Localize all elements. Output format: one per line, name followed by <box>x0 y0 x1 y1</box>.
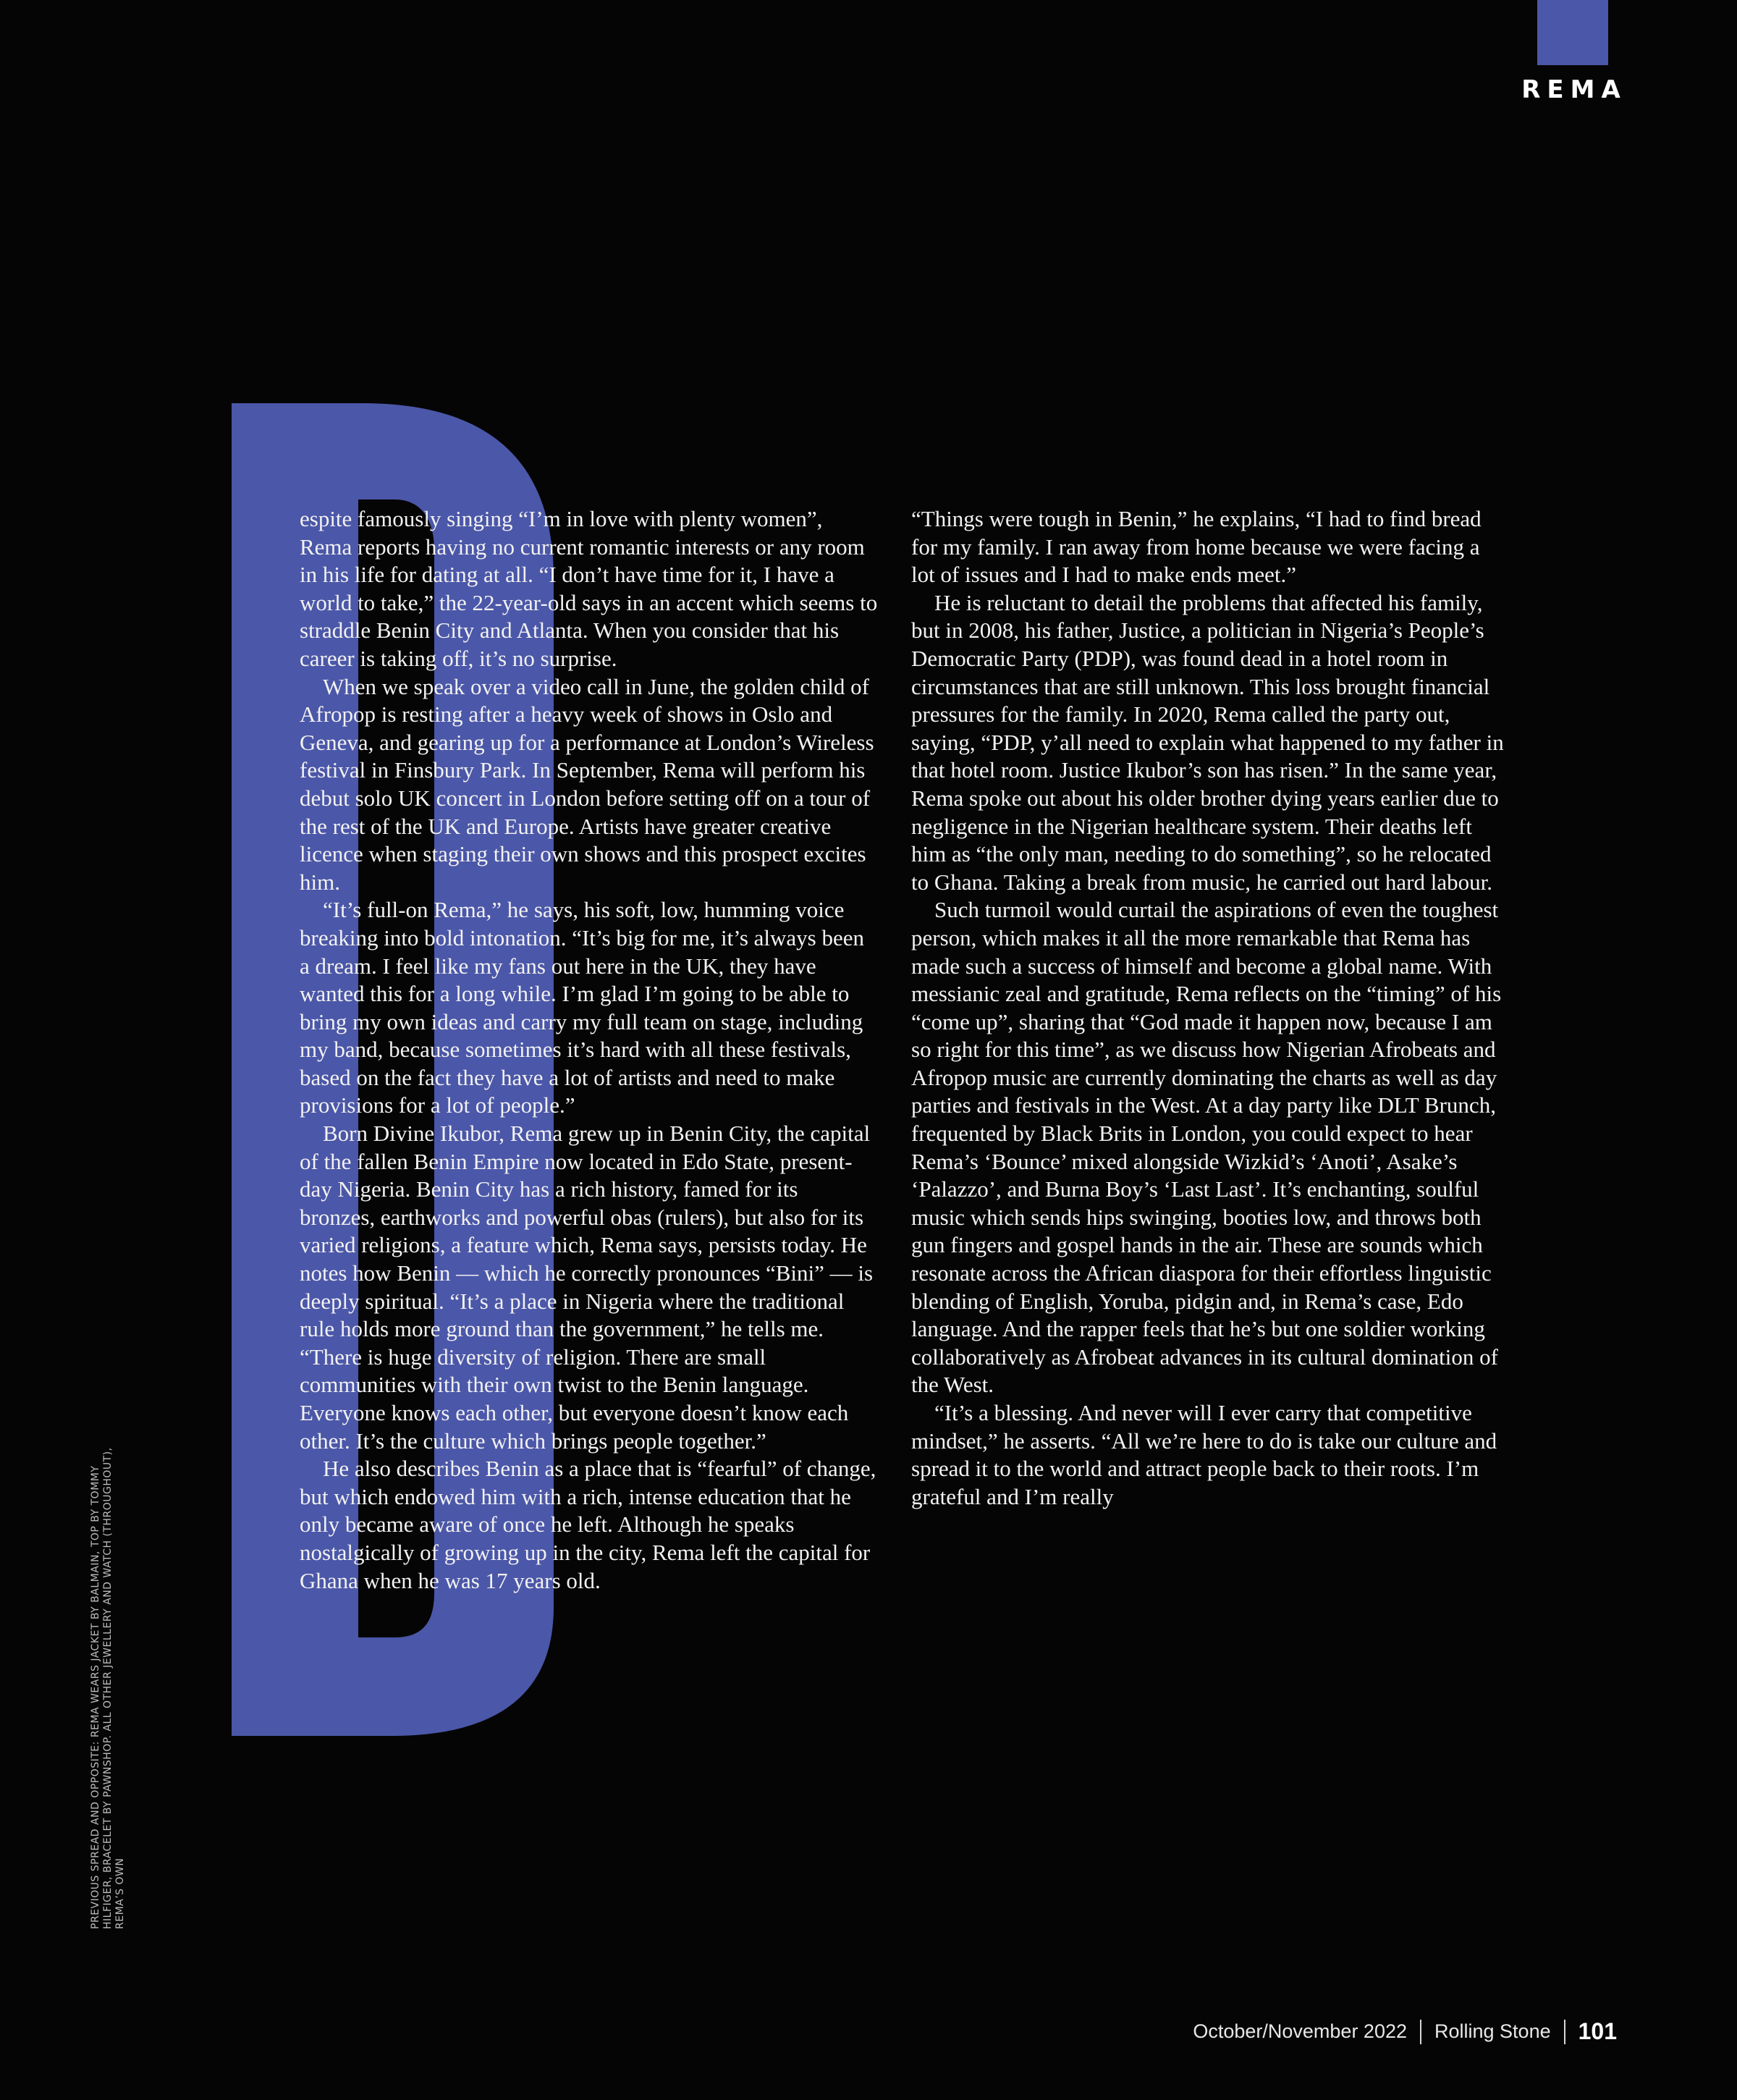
paragraph: When we speak over a video call in June, the golden child of Afropop is resting after a heavy week of shows in Oslo and Geneva, and gearing up for a performance at London’s Wireless festival in Finsbury Park. In September, Rema will perform his debut solo UK concert in London before setting off on a tour of the rest of the UK and Europe. Artists have greater creative licence when staging their own shows and this prospect excites him. <box>300 673 874 895</box>
paragraph: Born Divine Ikubor, Rema grew up in Benin City, the capital of the fallen Benin Empire now located in Edo State, present-day Nigeria. Benin City has a rich history, famed for its bronzes, earthworks and powerful obas (rulers), but also for its varied religions, a feature which, Rema says, persists today. He notes how Benin — which he correctly pronounces “Bini” — is deeply spiritual. “It’s a place in Nigeria where the traditional rule holds more ground than the government,” he tells me. “There is huge diversity of religion. There are small communities with their own twist to the Benin language. Everyone knows each other, but everyone doesn’t know each other. It’s the culture which brings people together.” <box>300 1121 874 1454</box>
page-number: 101 <box>1578 2018 1617 2044</box>
paragraph-text: espite famously singing “I’m in love with plenty women”, Rema reports having no current romantic interests or any room in his life for dating at all. “I don’t have time for it, I have a world to take,” the 22-year-old says in an accent which seems to straddle Benin City and Atlanta. When you consider that his career is taking off, it’s no surprise. <box>300 506 878 671</box>
paragraph: “It’s full-on Rema,” he says, his soft, low, humming voice breaking into bold intonation. “It’s big for me, it’s always been a dream. I feel like my fans out here in the UK, they have wanted this for a long while. I’m glad I’m going to be able to bring my own ideas and carry my full team on stage, including my band, because sometimes it’s hard with all these festivals, based on the fact they have a lot of artists and need to make provisions for a lot of people.” <box>300 897 865 1118</box>
photo-credit-container <box>90 1437 148 1929</box>
article-column-right <box>911 505 1505 1511</box>
paragraph: Such turmoil would curtail the aspirations of even the toughest person, which makes it all the more remarkable that Rema has made such a success of himself and become a global name. With messianic zeal and gratitude, Rema reflects on the “timing” of his “come up”, sharing that “God made it happen now, because I am so right for this time”, as we discuss how Nigerian Afrobeats and Afropop music are currently dominating the charts as well as day parties and festivals in the West. At a day party like DLT Brunch, frequented by Black Brits in London, you could expect to hear Rema’s ‘Bounce’ mixed alongside Wizkid’s ‘Anoti’, Asake’s ‘Palazzo’, and Burna Boy’s ‘Last Last’. It’s enchanting, soulful music which sends hips swinging, booties low, and throws both gun fingers and gospel hands in the air. These are sounds which resonate across the African diaspora for their effortless linguistic blending of English, Yoruba, pidgin and, in Rema’s case, Edo language. And the rapper feels that he’s but one soldier working collaboratively as Afrobeat advances in its cultural domination of the West. <box>911 897 1502 1398</box>
photo-credit: PREVIOUS SPREAD AND OPPOSITE: REMA WEARS JACKET BY BALMAIN, TOP BY TOMMY HILFIGER, BRACELET BY PAWNSHOP. ALL OTHER JEWELLERY AND WATCH (THROUGHOUT), REMA’S OWN <box>90 1447 126 1929</box>
footer-divider <box>1564 2020 1565 2044</box>
issue-date: October/November 2022 <box>1193 2020 1407 2042</box>
paragraph: He is reluctant to detail the problems that affected his family, but in 2008, his father, Justice, a politician in Nigeria’s People’s Democratic Party (PDP), was found dead in a hotel room in circumstances that are still unknown. This loss brought financial pressures for the family. In 2020, Rema called the party out, saying, “PDP, y’all need to explain what happened to my father in that hotel room. Justice Ikubor’s son has risen.” In the same year, Rema spoke out about his older brother dying years earlier due to negligence in the Nigerian healthcare system. Their deaths left him as “the only man, needing to do something”, so he relocated to Ghana. Taking a break from music, he carried out hard labour. <box>911 589 1504 895</box>
paragraph: “It’s a blessing. And never will I ever carry that competitive mindset,” he asserts. “All we’re here to do is take our culture and spread it to the world and attract people back to their roots. I’m grateful and I’m really <box>911 1400 1497 1509</box>
section-label: REMA <box>1521 75 1627 104</box>
paragraph <box>300 505 879 673</box>
magazine-name: Rolling Stone <box>1434 2020 1551 2042</box>
page-footer <box>1193 2018 1617 2045</box>
footer-divider <box>1420 2020 1421 2044</box>
paragraph: “Things were tough in Benin,” he explains, “I had to find bread for my family. I ran away from home because we were facing a lot of issues and I had to make ends meet.” <box>911 506 1482 588</box>
paragraph: He also describes Benin as a place that is “fearful” of change, but which endowed him with a rich, intense education that he only became aware of once he left. Although he speaks nostalgically of growing up in the city, Rema left the capital for Ghana when he was 17 years old. <box>300 1456 876 1593</box>
article-column-left <box>300 505 879 1595</box>
